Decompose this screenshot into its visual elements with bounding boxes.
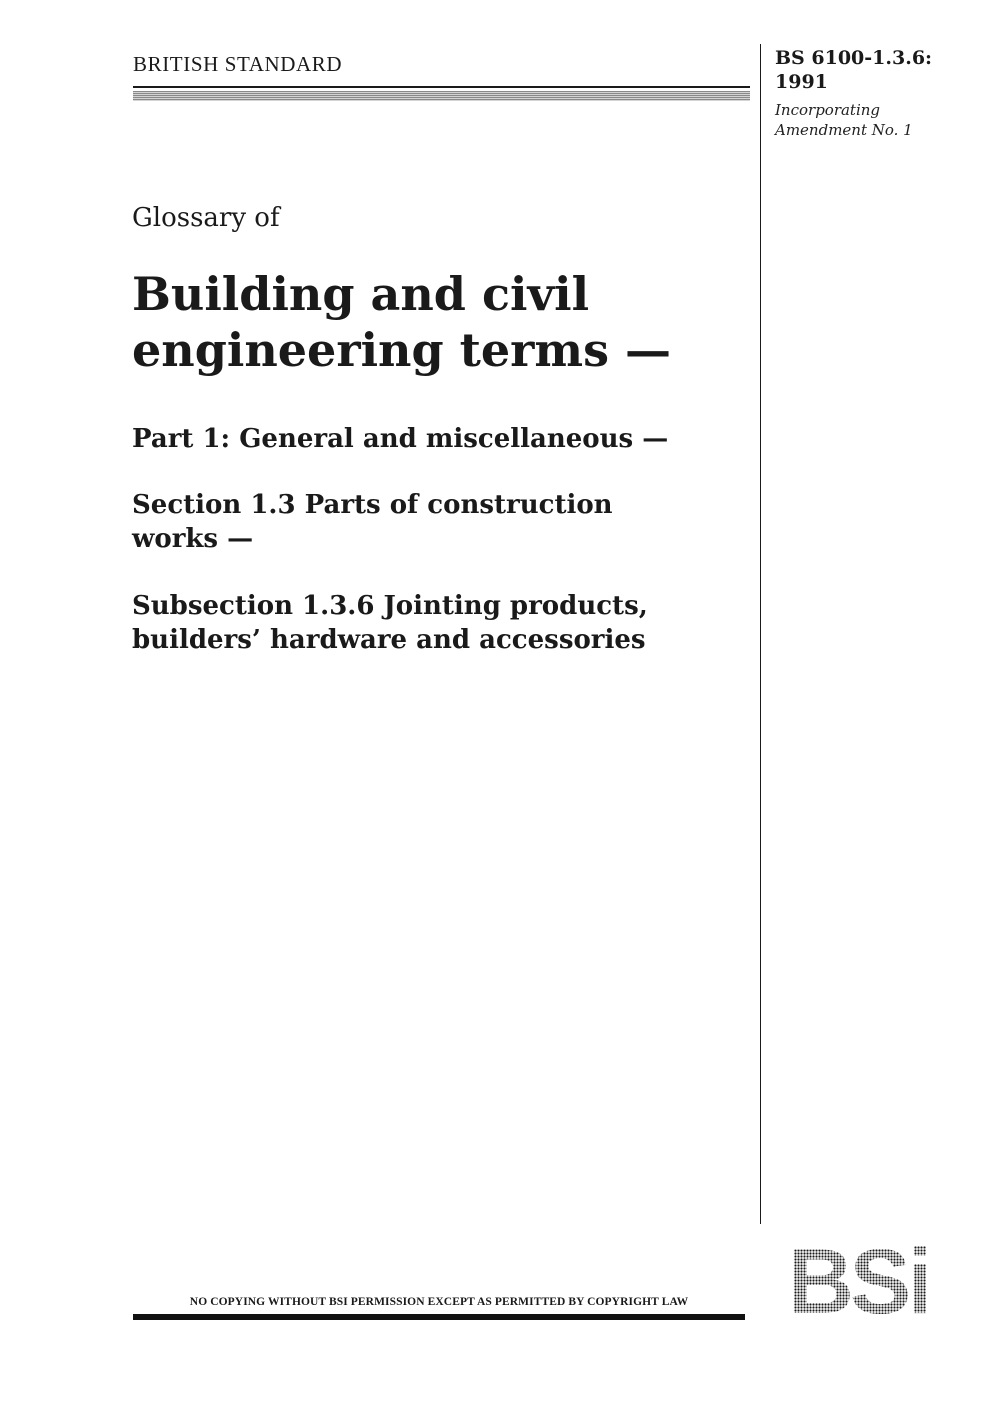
subsection-title-line1: Subsection 1.3.6 Jointing products,: [132, 591, 648, 621]
section-title-line2: works —: [132, 524, 254, 554]
standard-number-code: BS 6100-1.3.6:: [775, 47, 933, 69]
part-title: Part 1: General and miscellaneous —: [132, 424, 669, 454]
bsi-logo: [770, 1243, 946, 1319]
subsection-title-line2: builders’ hardware and accessories: [132, 625, 646, 655]
header-rule-band: [133, 91, 750, 101]
copyright-notice: NO COPYING WITHOUT BSI PERMISSION EXCEPT AS PERMITTED BY COPYRIGHT LAW: [189, 1296, 689, 1308]
vertical-divider: [760, 44, 761, 1224]
header-rule: [133, 86, 750, 88]
amendment-note: [775, 100, 913, 140]
footer-rule: [133, 1314, 745, 1320]
glossary-of-heading: Glossary of: [132, 203, 280, 233]
amendment-note-line2: Amendment No. 1: [775, 121, 913, 139]
main-title-line2: engineering terms —: [132, 323, 671, 377]
amendment-note-line1: Incorporating: [775, 101, 881, 119]
standard-number-year: 1991: [775, 71, 828, 93]
document-type-label: BRITISH STANDARD: [133, 52, 343, 76]
main-title-line1: Building and civil: [132, 267, 590, 321]
bsi-logo-text: BSi: [787, 1243, 929, 1319]
main-title: [132, 266, 752, 378]
subsection-title: [132, 589, 752, 657]
section-title-line1: Section 1.3 Parts of construction: [132, 490, 613, 520]
section-title: [132, 488, 752, 556]
standard-number: [775, 46, 932, 94]
